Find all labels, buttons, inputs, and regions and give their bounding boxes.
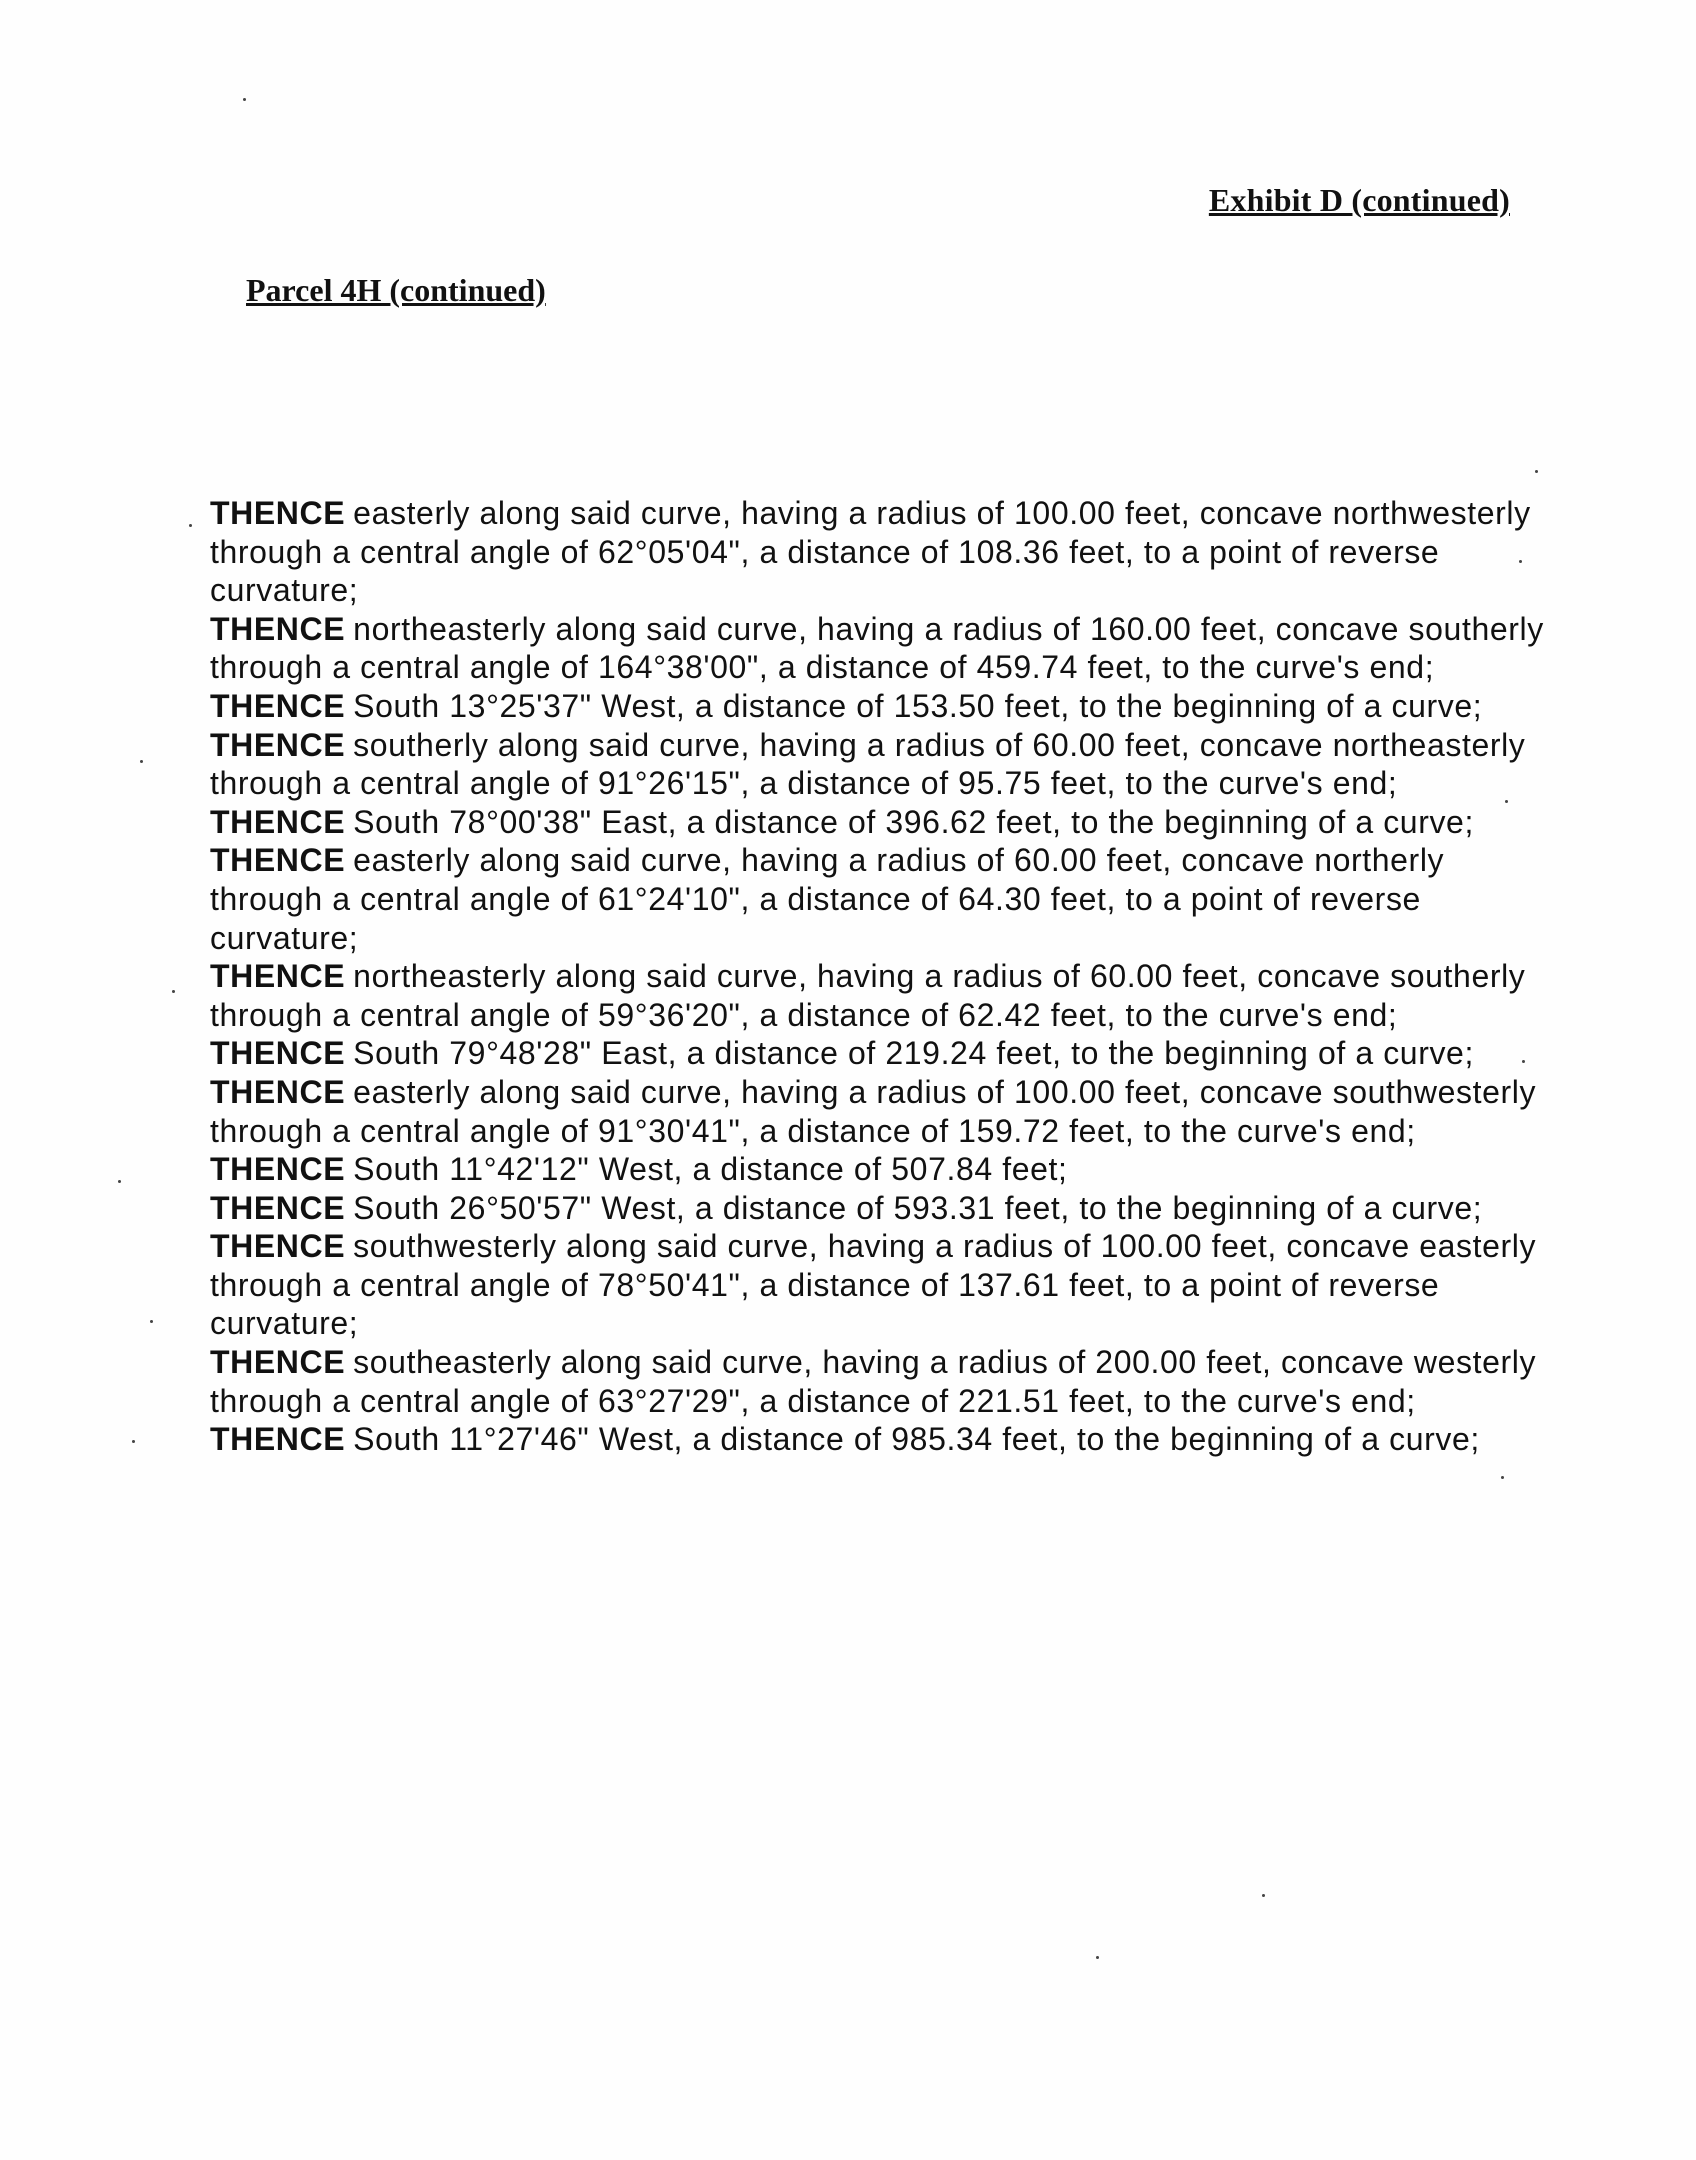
scan-speck [150, 1320, 153, 1323]
course-text: South 11°27'46" West, a distance of 985.34 feet, to the beginning of a curve; [353, 1421, 1480, 1458]
scan-speck [243, 98, 246, 101]
scan-speck [1505, 800, 1508, 803]
course-text: South 78°00'38" East, a distance of 396.62 feet, to the beginning of a curve; [353, 803, 1474, 840]
thence-keyword: THENCE [210, 687, 346, 724]
thence-keyword: THENCE [210, 1073, 346, 1110]
scan-speck [1519, 560, 1522, 563]
course-list [210, 494, 1550, 1459]
course-text: easterly along said curve, having a radius of 100.00 feet, concave northwesterly through a central angle of 62°05'04", a distance of 108.36 feet, to a point of reverse curvature; [210, 495, 1531, 609]
course-text: southerly along said curve, having a radius of 60.00 feet, concave northeasterly through a central angle of 91°26'15", a distance of 95.75 feet, to the curve's end; [210, 726, 1526, 802]
thence-keyword: THENCE [210, 1344, 346, 1381]
course-paragraph [210, 1343, 1550, 1420]
course-text: northeasterly along said curve, having a radius of 60.00 feet, concave southerly through a central angle of 59°36'20", a distance of 62.42 feet, to the curve's end; [210, 958, 1526, 1033]
thence-keyword: THENCE [210, 1151, 346, 1188]
thence-keyword: THENCE [210, 842, 346, 879]
scan-speck [1522, 1060, 1525, 1063]
course-text: southwesterly along said curve, having a radius of 100.00 feet, concave easterly through a central angle of 78°50'41", a distance of 137.61 feet, to a point of reverse curvature; [210, 1228, 1537, 1342]
course-text: northeasterly along said curve, having a radius of 160.00 feet, concave southerly through a central angle of 164°38'00", a distance of 459.74 feet, to the curve's end; [210, 610, 1544, 686]
course-paragraph [210, 803, 1550, 842]
thence-keyword: THENCE [210, 726, 346, 763]
course-paragraph [210, 841, 1550, 957]
scan-speck [189, 524, 192, 527]
exhibit-title: Exhibit D (continued) [1208, 182, 1510, 218]
course-text: South 79°48'28" East, a distance of 219.24 feet, to the beginning of a curve; [353, 1035, 1474, 1072]
parcel-title: Parcel 4H (continued) [246, 272, 546, 308]
thence-keyword: THENCE [210, 495, 346, 531]
course-text: South 11°42'12" West, a distance of 507.84 feet; [353, 1151, 1068, 1188]
course-paragraph [210, 957, 1550, 1034]
course-paragraph [210, 1189, 1550, 1228]
course-text: easterly along said curve, having a radius of 60.00 feet, concave northerly through a central angle of 61°24'10", a distance of 64.30 feet, to a point of reverse curvature; [210, 842, 1445, 956]
course-paragraph [210, 1150, 1550, 1189]
scan-speck [172, 990, 175, 993]
thence-keyword: THENCE [210, 610, 346, 647]
thence-keyword: THENCE [210, 958, 346, 995]
thence-keyword: THENCE [210, 803, 346, 840]
course-paragraph [210, 1227, 1550, 1343]
course-paragraph [210, 726, 1550, 803]
course-paragraph [210, 494, 1550, 610]
scan-speck [140, 760, 143, 763]
scan-speck [1262, 1894, 1265, 1897]
course-paragraph [210, 1420, 1550, 1459]
thence-keyword: THENCE [210, 1189, 346, 1226]
course-paragraph [210, 610, 1550, 687]
course-text: southeasterly along said curve, having a radius of 200.00 feet, concave westerly through a central angle of 63°27'29", a distance of 221.51 feet, to the curve's end; [210, 1344, 1537, 1419]
course-text: easterly along said curve, having a radius of 100.00 feet, concave southwesterly through a central angle of 91°30'41", a distance of 159.72 feet, to the curve's end; [210, 1073, 1537, 1149]
course-paragraph [210, 687, 1550, 726]
scan-speck [118, 1180, 121, 1183]
thence-keyword: THENCE [210, 1421, 346, 1458]
scan-speck [1501, 1476, 1504, 1479]
course-text: South 13°25'37" West, a distance of 153.50 feet, to the beginning of a curve; [353, 687, 1483, 724]
course-paragraph [210, 1073, 1550, 1150]
scan-speck [132, 1440, 135, 1443]
course-text: South 26°50'57" West, a distance of 593.31 feet, to the beginning of a curve; [353, 1189, 1483, 1226]
scan-speck [1535, 470, 1538, 473]
course-paragraph [210, 1034, 1550, 1073]
thence-keyword: THENCE [210, 1228, 346, 1265]
thence-keyword: THENCE [210, 1035, 346, 1072]
scan-speck [1096, 1956, 1099, 1959]
